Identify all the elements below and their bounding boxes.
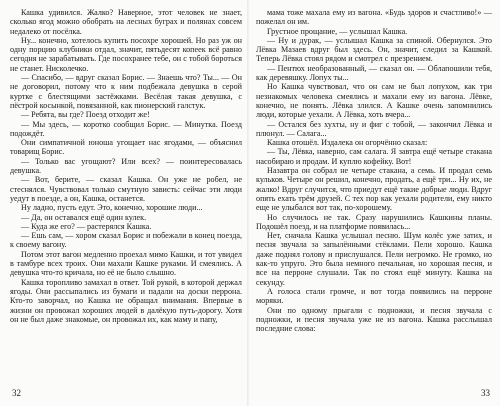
right-paragraph: Нет, сначала Кашка услышал песню. Шум колёс уже затих, и песня звучала за запылёнными стёклами. Пели хорошо. Кашка даже поднял голову и прислушался. Пели негромко. Не громко, но как-то упруго. Это была немного печальная, но хорошая песня, и все на перроне слушали. Так по стоял ещё минуту. Кашка на секунду. (256, 231, 492, 287)
left-paragraph: Они симпатичной юноша угощает нас ягодами, — объяснил товарищ Борис. (10, 138, 242, 157)
right-paragraph: — Остался без хухты, ну и фиг с тобой, — закончил Лёвка и плюнул. — Салага... (256, 119, 492, 138)
left-page (10, 8, 242, 380)
left-paragraph: — Мы здесь, — коротко сообщил Борис. — Минутка. Поезд подождёт. (10, 119, 242, 138)
left-paragraph: — Да, он оставался ещё один кулек. (21, 212, 147, 222)
right-paragraph: Назавтра он собрал не четыре стакана, а семь. И продал семь кульков. Четыре он решил, конечно, продать, а ещё три... Ну их, не жалко! Вдруг случится, что приедут ещё такие добрые люди. Вдруг опять ехать трём друзей. С тех пор как уехали родители, ему никто еще не улыбался вот так, по-хорошему. (256, 166, 492, 213)
left-paragraph: Потом этот вагон медленно проехал мимо Кашки, и тот увидел в тамбуре всех троих. Они махали Кашке руками. И смеялись. А девушка что-то кричала, но её не было слышно. (10, 249, 242, 278)
right-paragraph: мама тоже махала ему из вагона. «Будь здоров и счастливо!» — пожелал он им. (256, 8, 492, 27)
left-paragraph: Ну ладно, пусть едут. Это, конечно, хорошие люди... (21, 203, 203, 213)
right-paragraph: Они по одному прыгали с подножки, и песня звучала с подножки, и песня звучала уже не из вагона. Кашка расслышал последние слова: (256, 305, 492, 334)
left-paragraph: — Куда же его? — растерялся Кашка. (21, 221, 152, 231)
left-paragraph: Ну... конечно, хотелось купить посохре хорошей. Но раз уж он одну порцию клубники отдал, значит, пятьдесят копеек всё равно сегодня не зарабатывать. Где посохранее тебе, он с тобой бороться не станет. Нисколечко. (10, 35, 242, 73)
left-paragraph: Кашка удивился. Жалко? Наверное, этот человек не знает, сколько ягод можно обобрать на лесных буграх и полянах совсем недалеко от посёлка. (10, 8, 242, 36)
left-paragraph: Кашка торопливо замахал в ответ. Той рукой, в которой держал ягоды. Они рассыпались из бумаги и падали на доски перрона. Кто-то заворчал, но Кашка не обращал внимания. Впервые в жизни он провожал хороших людей в далёкую путь-дорогу. Хотя он не был даже знакомые, он провожал их, как маму и папу, (10, 277, 242, 324)
right-paragraph: А голоса стали громче, и вот тогда появились на перроне моряки. (256, 286, 492, 306)
right-paragraph: Грустное прощание, — услышал Кашка. (267, 26, 408, 36)
left-paragraph: — Ребята, вы где? Поезд отходит же! (21, 110, 150, 120)
page-number-left: 32 (12, 388, 21, 398)
book-gutter (247, 0, 249, 406)
right-paragraph: Но Кашка чувствовал, что он сам не был лопухом, как три незнакомых человека смеялись и махали ему из вагона. Лёвке, конечно, не понять. Лёвка злился. А Кашке очень запомнились люди, которые уехали. А Лёвка, хоть вчера... (256, 82, 492, 120)
right-paragraph: — Ну и дурак, — услышал Кашка за спиной. Обернулся. Это Лёвка Мазаев вдруг был здесь. Он, значит, следил за Кашкой. Теперь Лёвка стоял рядом и смотрел с презрением. (256, 35, 492, 64)
left-paragraph: — Спасибо, — вдруг сказал Борис. — Знаешь что? Ты... — Он не договорил, потому что к ним подбежала девушка в серой куртке с блестящими застёжками. Весёлая такая девушка, с пёстрой косынкой, повязанной, как пионерский галстук. (10, 73, 242, 110)
left-paragraph: — Только вас угощают? Или всех? — поинтересовалась девушка. (10, 156, 242, 176)
left-paragraph: — Вот, берите, — сказал Кашка. Он уже не робел, не стеснялся. Чувствовал только смутную зависть: сейчас эти люди уедут в поезде, а он, Кашка, останется. (10, 175, 242, 203)
right-page (256, 8, 492, 380)
left-paragraph: — Ешь сам, — хором сказал Борис и побежали в конец поезда, к своему вагону. (10, 231, 242, 250)
right-paragraph: Но случилось не так. Сразу нарушились Кашкины планы. Подошёл поезд, и на платформе появилась... (256, 212, 492, 231)
right-paragraph: — Пентюх необразованный, — сказал он. — Облапошили тебя, как деревяшку. Лопух ты... (256, 63, 492, 83)
right-paragraph: — Ты, Лёвка, наверно, сам салага. Я завтра ещё четыре стакана насобираю и продам. И куплю кофейку. Вот! (256, 147, 492, 166)
right-paragraph: Кашка отошёл. Издалека он огорчённо сказал: (267, 138, 428, 148)
page-number-right: 33 (481, 388, 490, 398)
